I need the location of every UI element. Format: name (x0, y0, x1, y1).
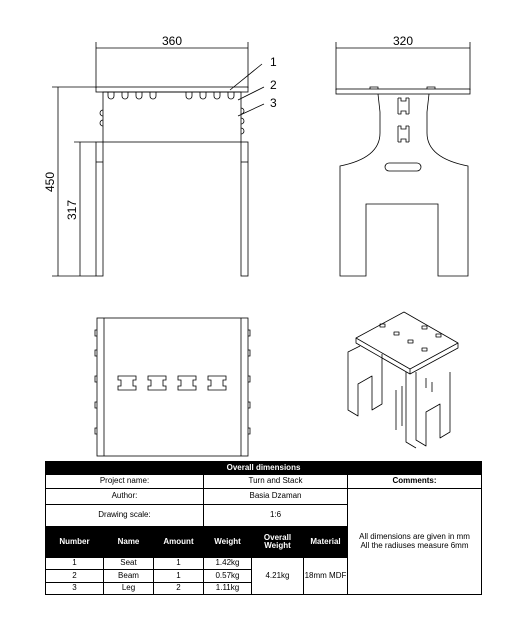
col-header-overall-weight: Overall Weight (252, 527, 304, 558)
dimension-width-front: 360 (161, 34, 183, 48)
author-label: Author: (46, 489, 204, 505)
row-weight: 1.42kg (204, 558, 252, 570)
row-name: Leg (104, 583, 154, 595)
comments-value (348, 489, 482, 595)
drawing-scale-label: Drawing scale: (46, 505, 204, 527)
row-number: 1 (46, 558, 104, 570)
isometric-view (348, 312, 458, 448)
beam-notches (100, 108, 244, 134)
part-label-2: 2 (270, 78, 277, 92)
part-label-1: 1 (270, 55, 277, 69)
front-view (52, 42, 264, 276)
row-weight: 0.57kg (204, 570, 252, 583)
table-title: Overall dimensions (46, 462, 482, 475)
seat-holes (108, 92, 234, 99)
row-weight: 1.11kg (204, 583, 252, 595)
drawing-scale-value: 1:6 (204, 505, 348, 527)
material-value: 18mm MDF (304, 558, 348, 595)
side-view (336, 42, 470, 276)
col-header-number: Number (46, 527, 104, 558)
dimension-height-total: 450 (43, 171, 57, 193)
top-view (95, 318, 250, 456)
row-amount: 1 (154, 570, 204, 583)
col-header-material: Material (304, 527, 348, 558)
project-name-value: Turn and Stack (204, 475, 348, 489)
row-amount: 1 (154, 558, 204, 570)
comment-line-1: All dimensions are given in mm (359, 532, 470, 542)
row-number: 3 (46, 583, 104, 595)
comments-label: Comments: (348, 475, 482, 489)
dimension-width-side: 320 (392, 34, 414, 48)
col-header-amount: Amount (154, 527, 204, 558)
row-amount: 2 (154, 583, 204, 595)
row-name: Beam (104, 570, 154, 583)
author-value: Basia Dzaman (204, 489, 348, 505)
row-number: 2 (46, 570, 104, 583)
dimension-height-leg: 317 (65, 199, 79, 221)
project-name-label: Project name: (46, 475, 204, 489)
comment-line-2: All the radiuses measure 6mm (360, 540, 469, 550)
specification-table (45, 461, 482, 595)
part-label-3: 3 (270, 96, 277, 110)
col-header-weight: Weight (204, 527, 252, 558)
overall-weight-value: 4.21kg (252, 558, 304, 595)
col-header-name: Name (104, 527, 154, 558)
row-name: Seat (104, 558, 154, 570)
